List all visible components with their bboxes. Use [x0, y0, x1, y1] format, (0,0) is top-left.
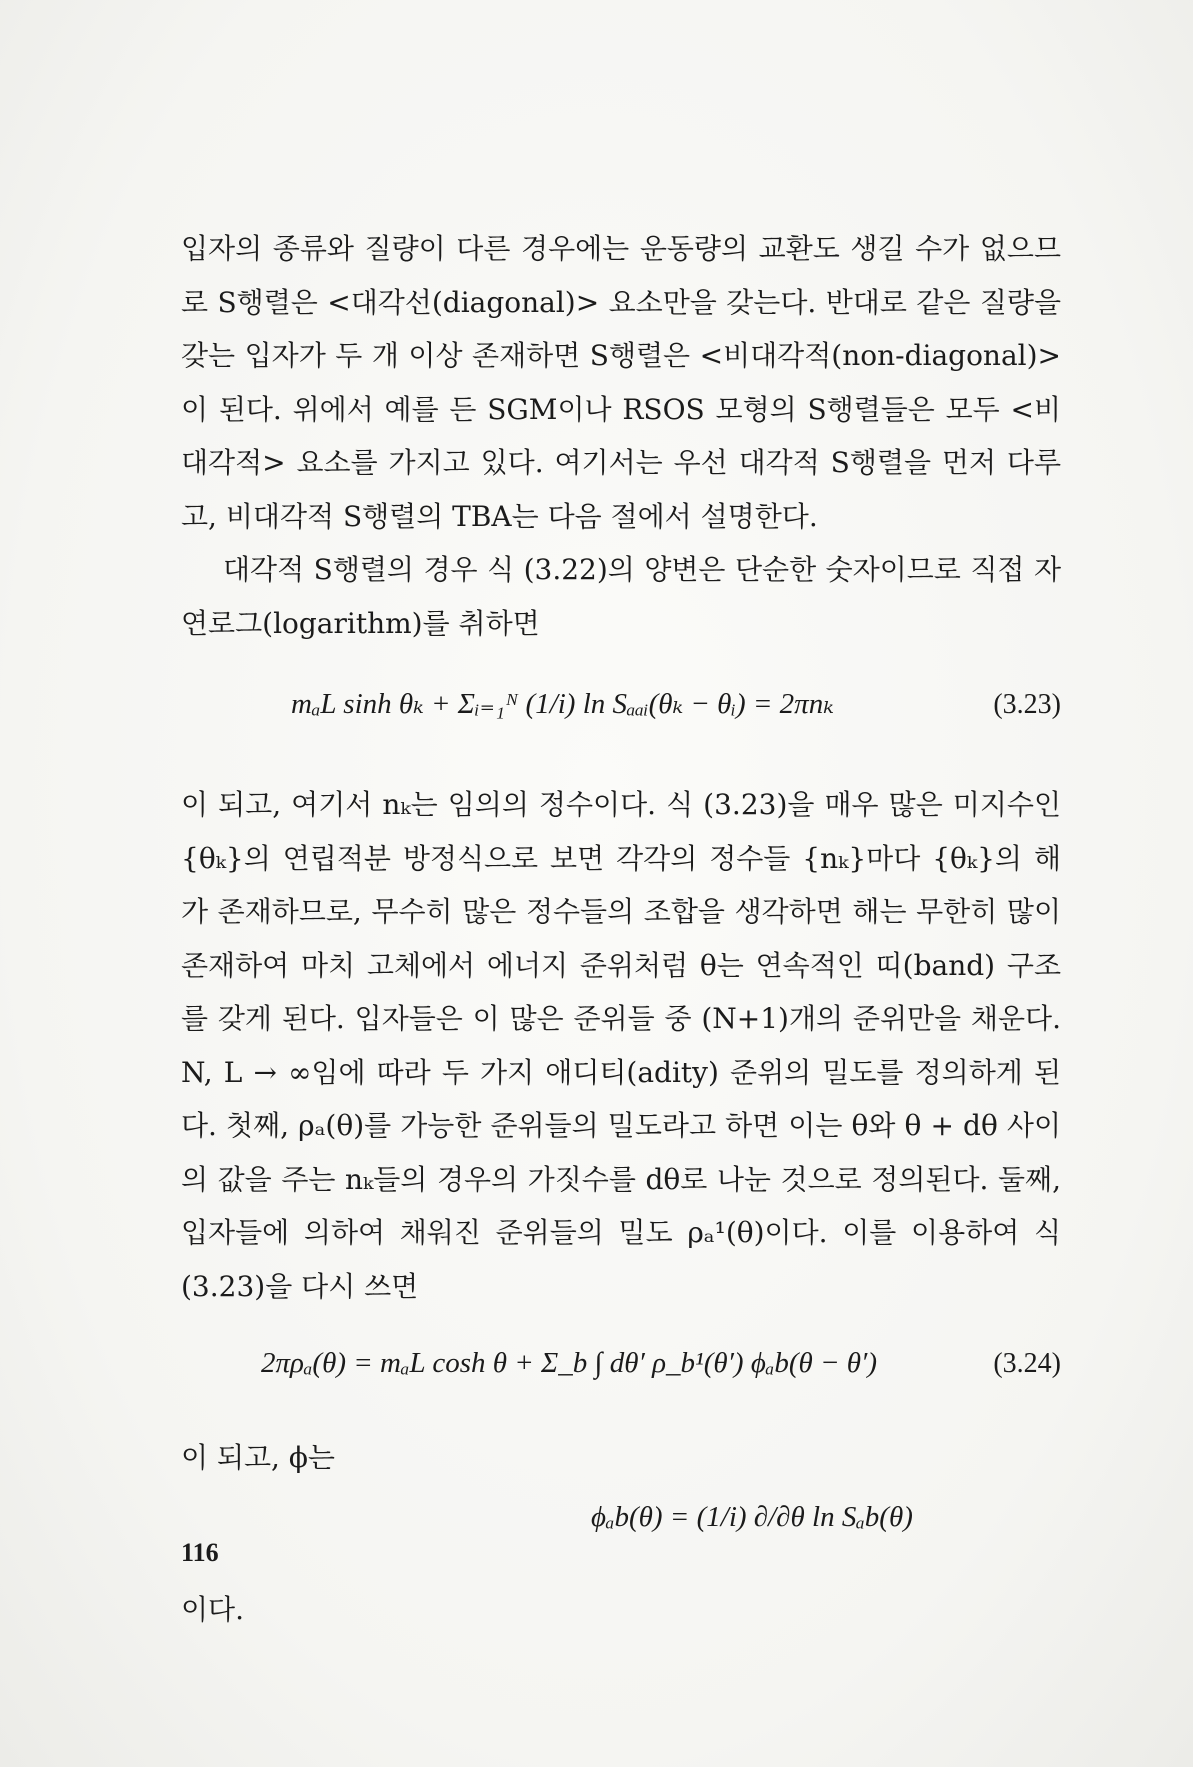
equation-3-23-number: (3.23): [993, 689, 1061, 720]
equation-phi-body: ϕₐb(θ) = (1/i) ∂/∂θ ln Sₐb(θ): [591, 1500, 913, 1533]
paragraph-3: 이 되고, 여기서 nₖ는 임의의 정수이다. 식 (3.23)을 매우 많은 미지수인 {θₖ}의 연립적분 방정식으로 보면 각각의 정수들 {nₖ}마다 {θₖ}의 해가 존재하므로, 무수히 많은 정수들의 조합을 생각하면 해는 무한히 많이 존재하여 마치 고체에서 에너지 준위처럼 θ는 연속적인 띠(band) 구조를 갖게 된다. 입자들은 이 많은 준위들 중 (N+1)개의 준위만을 채운다. N, L → ∞임에 따라 두 가지 애디티(adity) 준위의 밀도를 정의하게 된다. 첫째, ρₐ(θ)를 가능한 준위들의 밀도라고 하면 이는 θ와 θ + dθ 사이의 값을 주는 nₖ들의 경우의 가짓수를 dθ로 나눈 것으로 정의된다. 둘째, 입자들에 의하여 채워진 준위들의 밀도 ρₐ¹(θ)이다. 이를 이용하여 식 (3.23)을 다시 쓰면: [181, 788, 1061, 1303]
paragraph-2: 대각적 S행렬의 경우 식 (3.22)의 양변은 단순한 숫자이므로 직접 자연로그(logarithm)를 취하면: [181, 553, 1061, 640]
equation-3-24-body: 2πρₐ(θ) = mₐL cosh θ + Σ_b ∫ dθ′ ρ_b¹(θ′) ϕₐb(θ − θ′): [261, 1347, 878, 1379]
paragraph-1: 입자의 종류와 질량이 다른 경우에는 운동량의 교환도 생길 수가 없으므로 S행렬은 <대각선(diagonal)> 요소만을 갖는다. 반대로 같은 질량을 갖는 입자가 두 개 이상 존재하면 S행렬은 <비대각적(non-diagonal)>이 된다. 위에서 예를 든 SGM이나 RSOS 모형의 S행렬들은 모두 <비대각적> 요소를 가지고 있다. 여기서는 우선 대각적 S행렬을 먼저 다루고, 비대각적 S행렬의 TBA는 다음 절에서 설명한다.: [181, 232, 1061, 533]
equation-3-24: [181, 1313, 1061, 1431]
equation-phi: [181, 1485, 1061, 1583]
paragraph-5: 이다.: [181, 1592, 244, 1626]
paragraph-4: 이 되고, ϕ는: [181, 1441, 335, 1474]
equation-3-23-body: mₐL sinh θₖ + Σᵢ₌₁ᴺ (1/i) ln Sₐₐᵢ(θₖ − θᵢ) = 2πnₖ: [291, 688, 834, 720]
equation-3-23: [181, 650, 1061, 778]
equation-3-24-number: (3.24): [993, 1348, 1061, 1379]
page-body: [181, 222, 1061, 1636]
page-number: 116: [181, 1538, 219, 1567]
